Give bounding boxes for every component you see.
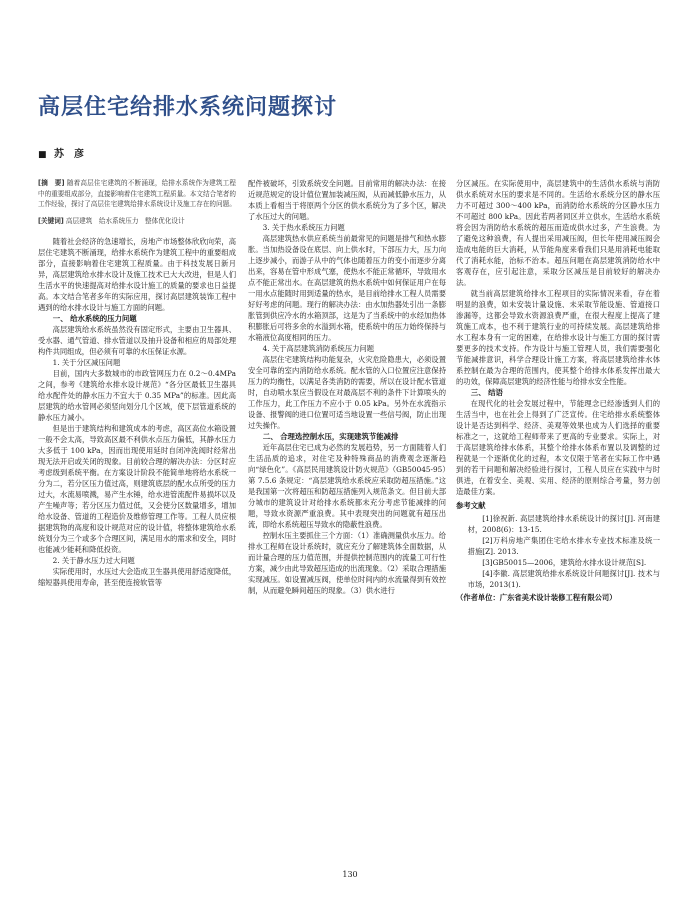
page-number: 130: [342, 870, 358, 879]
author-line: [38, 145, 84, 160]
paragraph: 在现代化的社会发展过程中，节能理念已经渗透到人们的生活当中，也在社会上得到了广泛宣传。住宅给排水系统整体设计是否达到科学、经济、美观等效果也成为人们选择的重要标准之一，这就给工程师带来了更高的专业要求。实际上，对于高层建筑给排水体系，其整个给排水体系布置以及调整的过程就是一个逐渐优化的过程，本文仅限于笔者在实际工作中遇到的若干问题和解决经验进行探讨，工程人员应在实践中与时俱进，在着安全、美观、实用、经济的原则综合考量，努力创造最佳方案。: [456, 399, 660, 496]
reference-item: [2]万科房地产集团住宅给水排水专业技术标准及统一措施[Z]. 2013.: [467, 536, 660, 556]
column-2: [248, 178, 446, 596]
references-heading: 参考文献: [456, 501, 486, 510]
reference-item: [4]李徽. 高层建筑给排水系统设计问题探讨[J]. 技术与市场，2013(1).: [467, 569, 660, 589]
keywords-text: 高层建筑 给水系统压力 整体优化设计: [65, 216, 185, 225]
section-heading: 三、 结语: [470, 388, 503, 397]
paragraph: 高层建筑热水供应系统当前最常见的问题是排气和热水膨胀。当加热设备设在底层、向上供水时，下部压力大，压力向上逐步减小，而游子从中的气体也随着压力的变小而逐步分离出来，容易在管中形成气塞，使热水不能正常循环，导致用水点不能正常出水。在高层建筑的热水系统中如何保证用户在每一用水点能随时用到适量的热水，是目前给排水工程人员需要好好考虑的问题。现行的解决办法：由水加热器处引出一条膨胀管到供应冷水的水箱顶部，这是为了当系统中的水经加热体积膨胀后可将多余的水溢到水箱，使系统中的压力始终保持与水箱液位高度相同的压力。: [248, 234, 446, 342]
author-affiliation: （作者单位：广东省美术设计装修工程有限公司）: [456, 593, 617, 602]
paragraph: 高层建筑给水系统虽然没有固定形式，主要由卫生器具、受水器、通气管道、排水管道以及抽升设备和相应的局部处理构件共同组成，但必须有可靠的水压保证水源。: [38, 325, 236, 357]
subsection-heading: 4. 关于高层建筑消防系统压力问题: [262, 344, 375, 353]
paragraph: 实际使用时，水压过大会造成卫生器具使用舒适度降低，缩短器具使用寿命，甚至使连接软管等: [38, 567, 236, 588]
article-title: 高层住宅给排水系统问题探讨: [38, 95, 338, 120]
column-1: [38, 178, 236, 588]
subsection-heading: 2. 关于静水压力过大问题: [52, 556, 135, 566]
paragraph: 配件被破坏，引致系统安全问题。目前常用的解决办法：在接近规范规定的设计值位置加装减压阀，从而减低静水压力，从本质上看相当于将原两个分区的供水系统分为了多个区，解决了水压过大的问题。: [248, 179, 446, 221]
paragraph: 近年高层住宅已成为必然的发展趋势，另一方面随着人们生活品质的追求，对住宅及种特殊商品的消费观念逐渐趋向“绿色化”。《高层民用建筑设计防火规范》（GB50045-95）第 7.5.6 条规定：“高层建筑给水系统应采取防超压措施。”这是我国第一次将超压和防超压措施列入规范条文。但目前大部分城市的建筑设计对给排水系统都未充分考虑节能减排的问题，导致水资源严重浪费。其中表现突出的问题就有超压出流，即给水系统超压导致水的隐蔽性浪费。: [248, 443, 446, 529]
paragraph: 就当前高层建筑给排水工程项目的实际情况来看，存在着明显的浪费，如未安装计量设施、未采取节能设施、管道接口渗漏等，这都会导致水资源浪费严重，在很大程度上提高了建筑施工成本，也不利于建筑行业的可持续发展。高层建筑给排水工程本身有一定的困难，在给排水设计与施工方面的探讨需要更多的技术支持。作为设计与施工管理人员，我们需要强化节能减排意识，科学合理设计施工方案，将高层建筑给排水体系控制在最为合理的范围内，使其整个给排水体系发挥出最大的功效，保障高层建筑的经济性能与给排水安全性能。: [456, 289, 660, 386]
column-3: [456, 178, 660, 603]
section-heading: 一、 给水系统的压力问题: [52, 314, 137, 324]
subsection-heading: 1. 关于分区减压问题: [52, 358, 121, 368]
reference-item: [3]GB50015—2006，建筑给水排水设计规范[S].: [482, 558, 647, 567]
paragraph: 控制水压主要抓住三个方面：（1）准确测量供水压力。给排水工程师在设计系统时，就应充分了解建筑体全面数据，从而计量合理的压力值范围，并提供控制范围内的流量工可行性方案，减少由此导致超压造成的出流现象。（2）采取合理措施实现减压。如设置减压阀，使单位时间内的水流量得到有效控制，从而避免瞬间超压的现象。（3）供水进行: [248, 531, 447, 595]
keywords: [38, 216, 236, 227]
subsection-heading: 3. 关于热水系统压力问题: [262, 223, 345, 232]
author-name: 苏 彦: [54, 149, 84, 160]
paragraph: 高层住宅建筑结构功能复杂，火灾危险隐患大，必须设置安全可靠的室内消防给水系统。配水管的入口位置应注意保持压力的均衡性，以满足各类消防的需要，所以在设计配水管道时，自动喷水泵应当假设在对最高层不利的条件下计算喷头的工作压力，此工作压力不应小于 0.05 kPa。另外在水流指示设备、报警阀的进口位置可适当地设置一些信号阀，防止出现过失操作。: [248, 355, 446, 430]
paragraph: 分区减压。在实际使用中，高层建筑中的生活供水系统与消防供水系统对水压的要求是不同的。生活给水系统分区的静水压力不可超过 300～400 kPa，而消防给水系统的分区静水压力不可超过 800 kPa。因此若两者同区并立供水，生活给水系统将会因为消防给水系统的超压而造成供水过多，产生浪费。为了避免这种浪费，有人提出采用减压阀，但长年使用减压阀会造成电能的巨大消耗，从节能角度来看我们只是用消耗电能取代了消耗水能，治标不治本。超压问题在高层建筑消防给水中客观存在，应引起注意，采取分区减压是目前较好的解决办法。: [456, 179, 660, 287]
reference-item: [1]徐祝新. 高层建筑给排水系统设计的探讨[J]. 河南建材，2008(6)：13-15.: [467, 514, 660, 534]
paragraph: 但是出于建筑结构和建筑成本的考虑，高区高位水箱设置一般不会太高，导致高区最不利供水点压力偏低，其静水压力大多低于 100 kPa，因而出现使用延时自闭冲洗阀时经常出现无法开启或关闭的现象。目前较合理的解决办法：分区时应考虑级到系统平衡。在方案设计阶段不能简单地将给水系统一分为二，若分区压力值过高，则建筑底层的配水点所受的压力过大，水流易喷溅，易产生水锤，给水进管流配件易损坏以及产生噪声等；若分区压力值过低，又会使分区数量增多，增加给水设备、管道的工程造价及维修管理工作等。工程人员应根据建筑物的高度和设计规范对应的设计值，将整体建筑给水系统划分为三个或多个合理区间，满足用水的需求和安全，同时也能减少能耗和降低投资。: [38, 424, 236, 555]
paragraph: 目前，国内大多数城市的市政管网压力在 0.2～0.4MPa 之间，参考《建筑给水排水设计规范》“各分区最低卫生器具给水配件处的静水压力不宜大于 0.35 MPa”的标准。因此高层建筑的给水管网必须竖向划分几个区域，使下层管道系统的静水压力减小。: [38, 369, 236, 423]
abstract-label: [摘 要]: [38, 179, 65, 187]
abstract-text: 随着高层住宅建筑的不断涌现，给排水系统作为建筑工程中的重要组成部分，直接影响着住宅建筑工程质量。本文结合笔者的工作经验，探讨了高层住宅建筑给排水系统设计及施工存在的问题。: [38, 179, 236, 209]
keywords-label: [关键词]: [38, 216, 64, 225]
paragraph: 随着社会经济的急速增长，房地产市场整体欣欣向荣，高层住宅建筑不断涌现，给排水系统作为建筑工程中的重要组成部分，直接影响着住宅建筑工程质量。由于科技发展日新月异，高层建筑给水排水设计及施工技术已大大改进，但是人们生活水平的快速提高对给排水设计施工的质量的要求也日益提高。本文结合笔者多年的实际应用，探讨高层建筑装饰工程中遇到的给水排水设计与施工方面的问题。: [38, 237, 236, 313]
abstract: [38, 178, 236, 210]
section-heading: 二、 合理选控制水压，实现建筑节能减排: [262, 432, 399, 441]
square-bullet-icon: ■: [38, 150, 47, 160]
